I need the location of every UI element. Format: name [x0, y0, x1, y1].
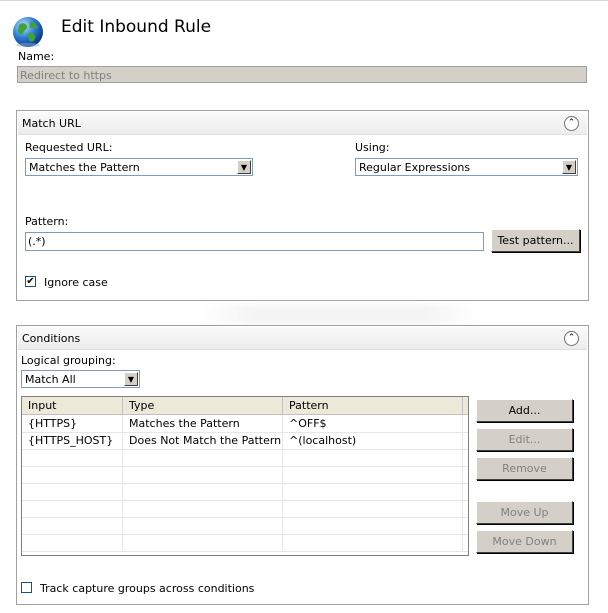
conditions-header [18, 327, 587, 350]
cell-empty [283, 483, 463, 500]
table-row-empty [22, 517, 468, 535]
cell-empty [123, 466, 283, 483]
cell-empty [283, 534, 463, 551]
cell-empty [22, 517, 123, 534]
table-header [22, 397, 468, 415]
cell-type: Matches the Pattern [123, 415, 283, 432]
conditions-title: Conditions [22, 332, 81, 345]
edit-button[interactable]: Edit... [476, 428, 573, 451]
pattern-label: Pattern: [25, 215, 69, 228]
name-field[interactable]: Redirect to https [17, 66, 587, 83]
using-label: Using: [355, 141, 390, 154]
cell-empty [123, 500, 283, 517]
using-select[interactable] [355, 158, 578, 176]
remove-button[interactable]: Remove [476, 457, 573, 480]
track-capture-label: Track capture groups across conditions [40, 582, 255, 595]
top-border [0, 0, 608, 1]
add-button[interactable]: Add... [476, 399, 573, 422]
cell-empty [283, 466, 463, 483]
cell-input: {HTTPS_HOST} [22, 432, 123, 449]
blurred-region [198, 305, 480, 325]
conditions-table [21, 396, 469, 556]
cell-pattern: ^(localhost) [283, 432, 463, 449]
cell-empty [22, 449, 123, 466]
table-row-empty [22, 534, 468, 552]
table-row-empty [22, 483, 468, 501]
logical-grouping-value: Match All [25, 373, 76, 386]
cell-empty [283, 517, 463, 534]
column-header-input[interactable]: Input [22, 397, 123, 414]
move-down-button[interactable]: Move Down [476, 530, 573, 553]
cell-empty [22, 466, 123, 483]
table-row-empty [22, 500, 468, 518]
cell-pattern: ^OFF$ [283, 415, 463, 432]
requested-url-select[interactable] [25, 158, 253, 176]
match-url-header [18, 112, 587, 135]
ignore-case-label: Ignore case [44, 276, 108, 289]
chevron-down-icon[interactable]: ▼ [237, 160, 251, 174]
logical-grouping-select[interactable] [21, 370, 140, 388]
match-url-panel [16, 110, 589, 301]
ignore-case-checkbox[interactable]: ✔ [26, 276, 35, 287]
chevron-down-icon[interactable]: ▼ [124, 372, 138, 386]
track-capture-checkbox[interactable] [21, 582, 32, 593]
pattern-input[interactable]: (.*) [25, 232, 484, 251]
cell-input: {HTTPS} [22, 415, 123, 432]
table-row[interactable] [22, 432, 468, 450]
cell-empty [22, 483, 123, 500]
cell-empty [123, 517, 283, 534]
column-header-type[interactable]: Type [123, 397, 283, 414]
collapse-up-icon[interactable]: ⌃ [564, 116, 579, 131]
test-pattern-button[interactable]: Test pattern... [491, 229, 580, 252]
table-row-empty [22, 466, 468, 484]
page-title: Edit Inbound Rule [61, 17, 212, 37]
logical-grouping-label: Logical grouping: [21, 354, 116, 367]
chevron-down-icon[interactable]: ▼ [562, 160, 576, 174]
cell-empty [283, 449, 463, 466]
match-url-title: Match URL [22, 117, 81, 130]
cell-empty [123, 449, 283, 466]
column-header-pattern[interactable]: Pattern [283, 397, 463, 414]
requested-url-label: Requested URL: [25, 141, 113, 154]
name-label: Name: [18, 50, 55, 63]
using-value: Regular Expressions [359, 161, 471, 174]
collapse-up-icon[interactable]: ⌃ [564, 331, 579, 346]
cell-empty [123, 534, 283, 551]
requested-url-value: Matches the Pattern [29, 161, 140, 174]
cell-empty [283, 500, 463, 517]
cell-empty [123, 483, 283, 500]
globe-icon [12, 16, 44, 48]
cell-empty [22, 534, 123, 551]
cell-type: Does Not Match the Pattern [123, 432, 283, 449]
table-row[interactable] [22, 415, 468, 433]
move-up-button[interactable]: Move Up [476, 501, 573, 524]
cell-empty [22, 500, 123, 517]
table-row-empty [22, 449, 468, 467]
